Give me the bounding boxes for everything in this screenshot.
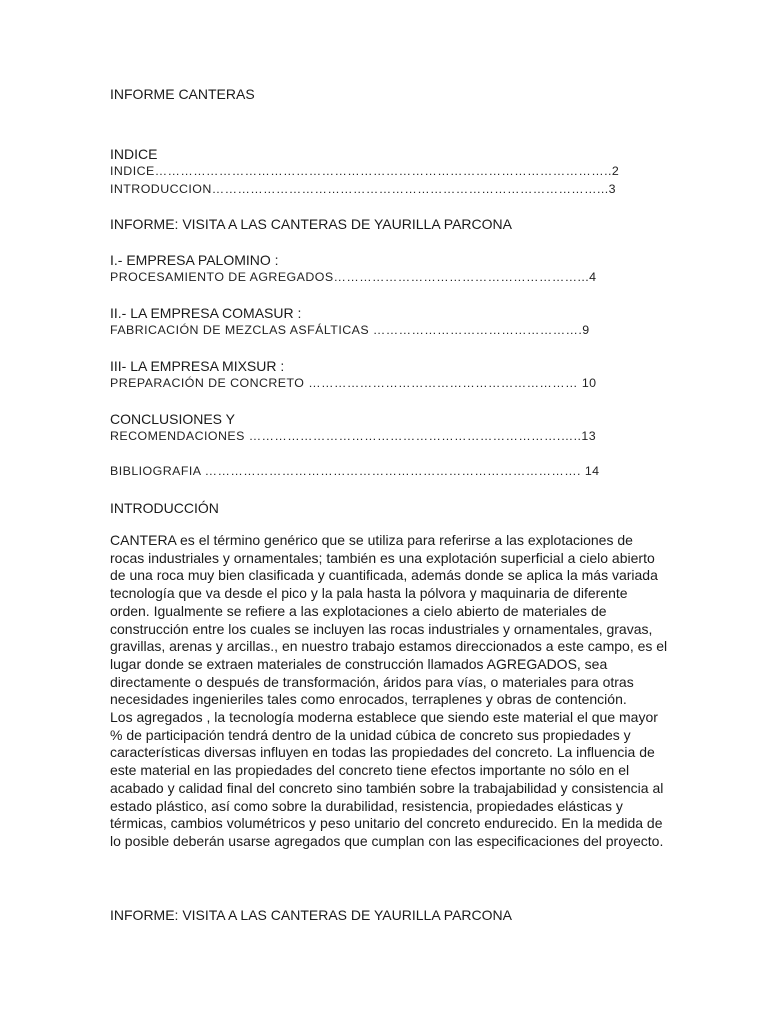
toc-entry-recomendaciones: RECOMENDACIONES ……………………………………………………………….…..13 (110, 429, 597, 443)
paragraph-agregados: Los agregados , la tecnología moderna establece que siendo este material el que mayor % de participación tendrá dentro de la unidad cúbica de concreto sus propiedades y características diversas influyen en todas las propiedades del concreto. La influencia de este material en las propiedades del concreto tiene efectos importante no sólo en el acabado y calidad final del concreto sino también sobre la trabajabilidad y consistencia al estado plástico, así como sobre la durabilidad, resistencia, propiedades elásticas y térmicas, cambios volumétricos y peso unitario del concreto endurecido. En la medida de lo posible deberán usarse agregados que cumplan con las especificaciones del proyecto. (110, 709, 664, 849)
toc-entry-procesamiento: PROCESAMIENTO DE AGREGADOS…………………………………………………...4 (110, 270, 597, 284)
section-3-heading: III- LA EMPRESA MIXSUR : (110, 358, 285, 374)
visit-heading: INFORME: VISITA A LAS CANTERAS DE YAURILLA PARCONA (110, 216, 512, 232)
document-title: INFORME CANTERAS (110, 86, 255, 102)
section-2-heading: II.- LA EMPRESA COMASUR : (110, 305, 302, 321)
toc-entry-fabricacion: FABRICACIÓN DE MEZCLAS ASFÁLTICAS ………………………………………….9 (110, 323, 590, 337)
introduction-heading: INTRODUCCIÓN (110, 500, 219, 516)
toc-entry-introduccion: INTRODUCCION………………………………………………………………………………...3 (110, 182, 617, 196)
toc-entry-preparacion: PREPARACIÓN DE CONCRETO ……………………………………………………… 10 (110, 376, 597, 390)
introduction-body (110, 532, 670, 851)
toc-entry-bibliografia: BIBLIOGRAFIA ……………………………………………………………………………. 14 (110, 464, 600, 478)
section-1-heading: I.- EMPRESA PALOMINO : (110, 252, 279, 268)
closing-heading: INFORME: VISITA A LAS CANTERAS DE YAURILLA PARCONA (110, 907, 512, 923)
paragraph-cantera: CANTERA es el término genérico que se utiliza para referirse a las explotaciones de rocas industriales y ornamentales; también es una explotación superficial a cielo abierto de una roca muy bien clasificada y cuantificada, además donde se aplica la más variada tecnología que va desde el pico y la pala hasta la pólvora y maquinaria de diferente orden. Igualmente se refiere a las explotaciones a cielo abierto de materiales de construcción entre los cuales se incluyen las rocas industriales y ornamentales, gravas, gravillas, arenas y arcillas., en nuestro trabajo estamos direccionados a este campo, es el lugar donde se extraen materiales de construcción llamados AGREGADOS, sea directamente o después de transformación, áridos para vías, o materiales para otras necesidades ingenieriles tales como enrocados, terraplenes y obras de contención. (110, 532, 668, 708)
toc-entry-indice: INDICE……………………………………………………………………………………………..2 (110, 164, 620, 178)
conclusions-heading: CONCLUSIONES Y (110, 411, 235, 427)
index-heading: INDICE (110, 146, 158, 162)
